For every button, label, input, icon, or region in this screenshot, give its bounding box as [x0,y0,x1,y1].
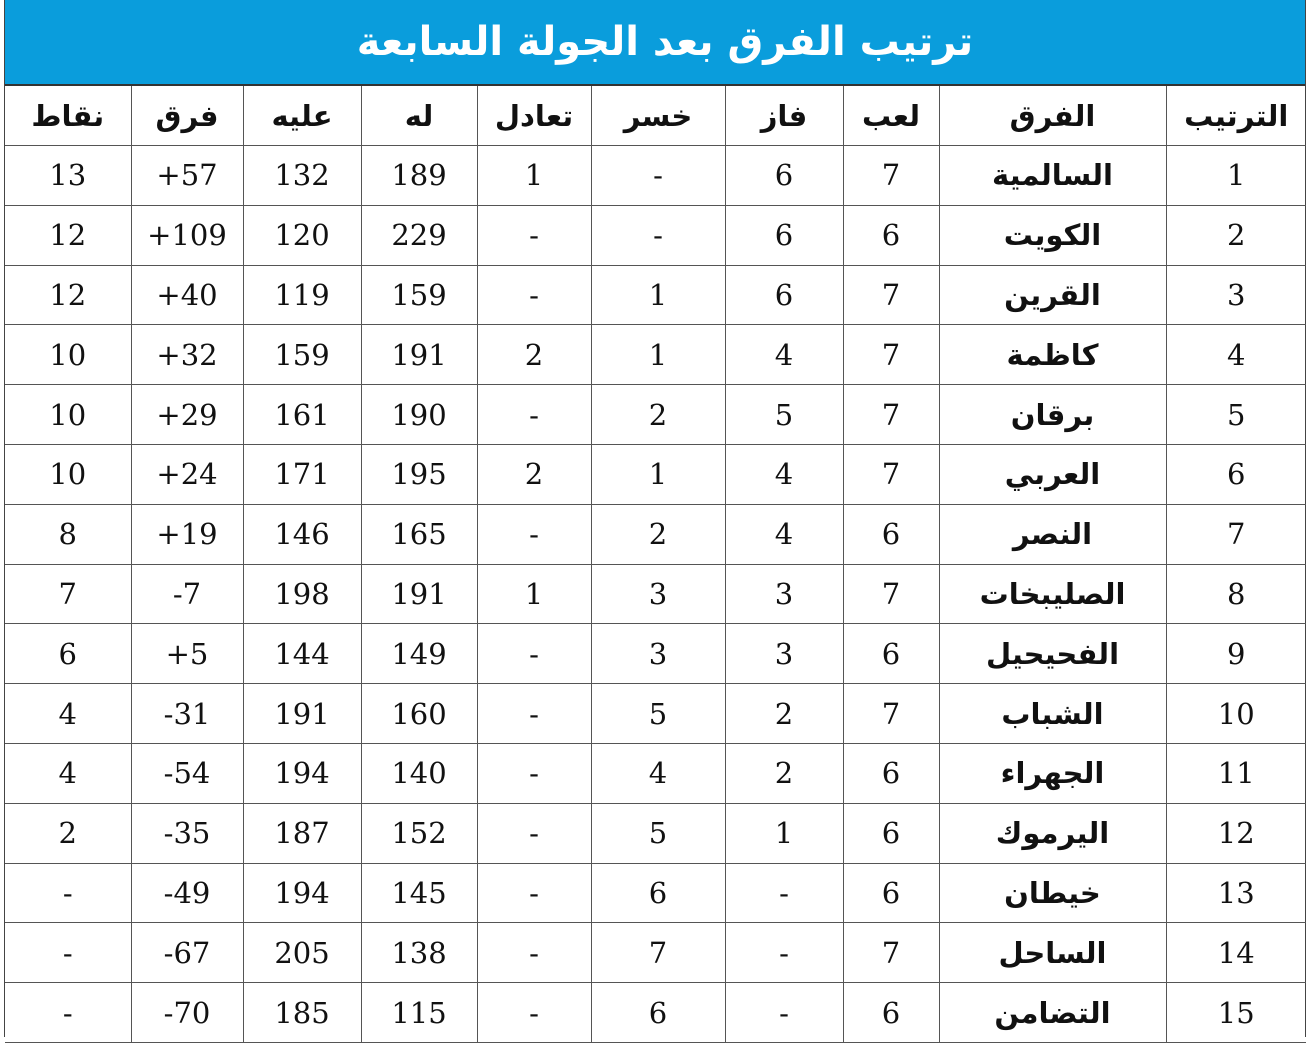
header-lost: خسر [591,86,725,146]
cell-against: 146 [243,504,361,564]
cell-points: 13 [5,146,131,206]
table-row [5,325,1306,385]
table-title: ترتيب الفرق بعد الجولة السابعة [356,19,974,65]
cell-points: 4 [5,684,131,744]
cell-rank: 9 [1166,624,1306,684]
cell-lost: 1 [591,265,725,325]
cell-team: اليرموك [939,803,1166,863]
cell-draw: - [477,385,591,445]
table-row [5,983,1306,1043]
cell-against: 194 [243,743,361,803]
cell-diff: +5 [131,624,243,684]
cell-diff: -70 [131,983,243,1043]
table-row [5,444,1306,504]
cell-for: 191 [361,564,477,624]
cell-diff: -35 [131,803,243,863]
table-row [5,624,1306,684]
cell-played: 7 [843,146,939,206]
cell-draw: - [477,743,591,803]
cell-team: النصر [939,504,1166,564]
header-rank: الترتيب [1166,86,1306,146]
cell-lost: - [591,205,725,265]
table-row [5,385,1306,445]
cell-lost: 4 [591,743,725,803]
cell-draw: - [477,265,591,325]
cell-for: 189 [361,146,477,206]
cell-draw: - [477,205,591,265]
cell-lost: 6 [591,863,725,923]
header-against: عليه [243,86,361,146]
cell-rank: 11 [1166,743,1306,803]
cell-played: 7 [843,923,939,983]
table-row [5,803,1306,863]
cell-played: 6 [843,205,939,265]
cell-points: 8 [5,504,131,564]
header-won: فاز [725,86,843,146]
cell-diff: +24 [131,444,243,504]
cell-draw: - [477,863,591,923]
cell-for: 145 [361,863,477,923]
cell-played: 6 [843,803,939,863]
cell-points: 12 [5,205,131,265]
cell-won: 4 [725,444,843,504]
cell-draw: - [477,624,591,684]
cell-team: خيطان [939,863,1166,923]
cell-points: 10 [5,444,131,504]
cell-won: 4 [725,325,843,385]
cell-diff: +19 [131,504,243,564]
cell-rank: 7 [1166,504,1306,564]
table-row [5,863,1306,923]
cell-for: 140 [361,743,477,803]
cell-points: 10 [5,325,131,385]
cell-draw: - [477,504,591,564]
cell-played: 6 [843,863,939,923]
header-for: له [361,86,477,146]
cell-against: 120 [243,205,361,265]
table-row [5,205,1306,265]
title-bar [5,0,1305,86]
cell-diff: -31 [131,684,243,744]
cell-team: كاظمة [939,325,1166,385]
cell-lost: 5 [591,684,725,744]
cell-against: 187 [243,803,361,863]
cell-won: 3 [725,624,843,684]
cell-for: 152 [361,803,477,863]
cell-rank: 5 [1166,385,1306,445]
table-row [5,743,1306,803]
cell-points: - [5,923,131,983]
cell-draw: 2 [477,444,591,504]
cell-for: 191 [361,325,477,385]
table-row [5,265,1306,325]
cell-against: 161 [243,385,361,445]
cell-draw: 2 [477,325,591,385]
cell-lost: 6 [591,983,725,1043]
header-row [5,86,1306,146]
cell-lost: - [591,146,725,206]
cell-points: 4 [5,743,131,803]
cell-played: 6 [843,504,939,564]
cell-lost: 2 [591,385,725,445]
cell-against: 159 [243,325,361,385]
cell-team: الشباب [939,684,1166,744]
cell-draw: - [477,684,591,744]
standings-table-frame [4,0,1306,1037]
cell-lost: 1 [591,444,725,504]
cell-points: 12 [5,265,131,325]
cell-draw: - [477,923,591,983]
cell-played: 6 [843,983,939,1043]
cell-against: 144 [243,624,361,684]
cell-team: الكويت [939,205,1166,265]
cell-lost: 3 [591,564,725,624]
cell-points: 6 [5,624,131,684]
cell-for: 159 [361,265,477,325]
cell-against: 185 [243,983,361,1043]
cell-lost: 3 [591,624,725,684]
cell-for: 115 [361,983,477,1043]
cell-diff: +57 [131,146,243,206]
cell-rank: 14 [1166,923,1306,983]
table-row [5,146,1306,206]
cell-rank: 8 [1166,564,1306,624]
cell-rank: 13 [1166,863,1306,923]
cell-for: 165 [361,504,477,564]
cell-rank: 2 [1166,205,1306,265]
cell-played: 7 [843,444,939,504]
cell-team: الجهراء [939,743,1166,803]
cell-for: 190 [361,385,477,445]
cell-against: 205 [243,923,361,983]
cell-draw: 1 [477,564,591,624]
cell-against: 191 [243,684,361,744]
cell-points: 10 [5,385,131,445]
cell-team: الساحل [939,923,1166,983]
cell-lost: 7 [591,923,725,983]
header-points: نقاط [5,86,131,146]
cell-against: 132 [243,146,361,206]
header-draw: تعادل [477,86,591,146]
cell-team: السالمية [939,146,1166,206]
cell-diff: +109 [131,205,243,265]
cell-diff: +29 [131,385,243,445]
cell-team: التضامن [939,983,1166,1043]
cell-against: 171 [243,444,361,504]
cell-lost: 2 [591,504,725,564]
cell-team: الصليبخات [939,564,1166,624]
cell-diff: -49 [131,863,243,923]
table-row [5,684,1306,744]
cell-diff: -7 [131,564,243,624]
header-played: لعب [843,86,939,146]
cell-diff: -54 [131,743,243,803]
cell-team: العربي [939,444,1166,504]
table-body [5,146,1306,1043]
cell-points: 7 [5,564,131,624]
cell-for: 229 [361,205,477,265]
cell-diff: +32 [131,325,243,385]
cell-for: 195 [361,444,477,504]
cell-against: 198 [243,564,361,624]
cell-rank: 12 [1166,803,1306,863]
cell-won: 2 [725,743,843,803]
header-team: الفرق [939,86,1166,146]
cell-for: 138 [361,923,477,983]
cell-won: 4 [725,504,843,564]
cell-rank: 1 [1166,146,1306,206]
cell-rank: 10 [1166,684,1306,744]
cell-won: 2 [725,684,843,744]
cell-points: - [5,983,131,1043]
cell-rank: 6 [1166,444,1306,504]
cell-won: - [725,923,843,983]
cell-for: 160 [361,684,477,744]
cell-lost: 1 [591,325,725,385]
cell-rank: 3 [1166,265,1306,325]
cell-draw: - [477,983,591,1043]
cell-played: 6 [843,743,939,803]
cell-draw: - [477,803,591,863]
cell-played: 7 [843,385,939,445]
cell-won: - [725,863,843,923]
cell-won: - [725,983,843,1043]
cell-lost: 5 [591,803,725,863]
cell-won: 5 [725,385,843,445]
cell-team: الفحيحيل [939,624,1166,684]
cell-won: 6 [725,205,843,265]
table-row [5,923,1306,983]
cell-diff: +40 [131,265,243,325]
table-row [5,564,1306,624]
cell-against: 194 [243,863,361,923]
standings-table [5,86,1306,1043]
cell-team: برقان [939,385,1166,445]
cell-rank: 4 [1166,325,1306,385]
cell-team: القرين [939,265,1166,325]
cell-points: - [5,863,131,923]
cell-points: 2 [5,803,131,863]
cell-for: 149 [361,624,477,684]
cell-played: 7 [843,564,939,624]
table-row [5,504,1306,564]
cell-diff: -67 [131,923,243,983]
header-diff: فرق [131,86,243,146]
cell-draw: 1 [477,146,591,206]
cell-won: 1 [725,803,843,863]
cell-played: 7 [843,265,939,325]
cell-won: 6 [725,146,843,206]
cell-won: 6 [725,265,843,325]
cell-played: 6 [843,624,939,684]
cell-played: 7 [843,684,939,744]
cell-against: 119 [243,265,361,325]
cell-played: 7 [843,325,939,385]
cell-won: 3 [725,564,843,624]
cell-rank: 15 [1166,983,1306,1043]
